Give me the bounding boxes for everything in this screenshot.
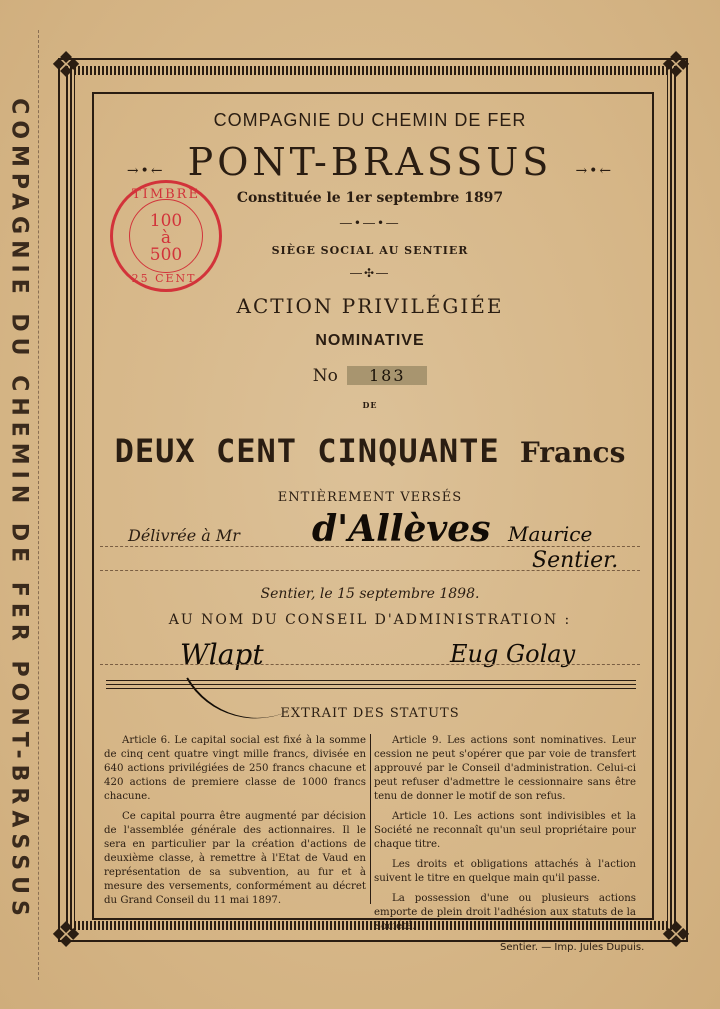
corner-ornament-icon: ❖ — [659, 45, 693, 86]
stamp-bottom-text: 25 CENT. — [131, 272, 201, 285]
stamp-line: à — [160, 228, 172, 248]
flourish-icon: →•← — [575, 162, 614, 179]
column-divider — [370, 734, 371, 904]
stub-text: COMPAGNIE DU CHEMIN DE FER PONT-BRASSUS — [6, 98, 32, 922]
divider-ornament-icon: ―•―•― — [339, 216, 401, 230]
holder-place: Sentier. — [532, 548, 619, 573]
printer-imprint: Sentier. — Imp. Jules Dupuis. — [500, 942, 645, 953]
amount-words: DEUX CENT CINQUANTE — [114, 432, 500, 470]
company-line: COMPAGNIE DU CHEMIN DE FER — [213, 110, 527, 130]
statutes-heading: EXTRAIT DES STATUTS — [280, 706, 460, 721]
head-office: SIÈGE SOCIAL AU SENTIER — [271, 244, 469, 257]
share-amount — [100, 432, 640, 470]
rule-line — [106, 688, 636, 689]
statute-paragraph: Article 9. Les actions sont nominatives. Leur cession ne peut s'opérer que par voie de transfert approuvé par le Conseil d'administration. Celui-ci peut refuser d'admettre le cessionnaire sans être tenu de donner le motif de son refus. — [374, 735, 636, 802]
de-label: DE — [362, 400, 378, 410]
share-number-row — [100, 366, 640, 386]
corner-ornament-icon: ❖ — [49, 915, 83, 956]
share-number: 183 — [347, 366, 427, 385]
rule-line — [106, 684, 636, 685]
constitution-date: Constituée le 1er septembre 1897 — [236, 190, 504, 206]
title-row — [100, 140, 640, 184]
share-type: ACTION PRIVILÉGIÉE — [236, 294, 504, 318]
share-form: NOMINATIVE — [315, 332, 425, 349]
paid-status: ENTIÈREMENT VERSÉS — [277, 490, 463, 505]
number-label: No — [312, 366, 338, 386]
signature-1: Wlapt — [180, 638, 264, 671]
board-line: AU NOM DU CONSEIL D'ADMINISTRATION : — [168, 612, 572, 628]
delivery-label: Délivrée à Mr — [128, 526, 240, 545]
holder-surname: d'Allèves — [312, 508, 491, 550]
company-name: PONT-BRASSUS — [187, 140, 553, 184]
perforation-line — [38, 30, 39, 980]
statutes-left-column — [104, 734, 366, 914]
stamp-line: 100 — [149, 211, 183, 231]
statutes-right-column — [374, 734, 636, 940]
divider-ornament-icon: ―✣― — [349, 266, 391, 280]
rule-line — [106, 680, 636, 681]
signature-2: Eug Golay — [450, 640, 576, 668]
corner-ornament-icon: ❖ — [659, 915, 693, 956]
statute-paragraph: Ce capital pourra être augmenté par décision de l'assemblée générale des actionnaires. Il le sera en particulier par la création d'actions de deuxième classe, à remettre à l'Etat de Vaud en représentation de sa subvention, au fur et à mesure des versements, conformément au décret du Grand Conseil du 11 mai 1897. — [104, 811, 366, 906]
statute-paragraph: Article 10. Les actions sont indivisibles et la Société ne reconnaît qu'un seul propriétaire pour chaque titre. — [374, 811, 636, 850]
issue-date: Sentier, le 15 septembre 1898. — [260, 586, 480, 602]
holder-firstname: Maurice — [508, 522, 593, 546]
stamp-top-text: TIMBRE — [132, 187, 200, 202]
stamp-value — [113, 213, 219, 264]
corner-ornament-icon: ❖ — [49, 45, 83, 86]
stamp-line: 500 — [149, 245, 183, 265]
statute-paragraph: Les droits et obligations attachés à l'action suivent le titre en quelque main qu'il passe. — [374, 859, 636, 884]
currency: Francs — [519, 436, 626, 469]
tax-stamp — [110, 180, 222, 292]
statute-paragraph: La possession d'une ou plusieurs actions emporte de plein droit l'adhésion aux statuts de la Société. — [374, 893, 636, 932]
flourish-icon: →•← — [126, 162, 165, 179]
stub-strip — [6, 50, 32, 970]
statute-paragraph: Article 6. Le capital social est fixé à la somme de cinq cent quatre vingt mille francs, divisée en 640 actions privilégiées de 250 francs chacune et 420 actions de premiere classe de 1000 francs chacune. — [104, 735, 366, 802]
